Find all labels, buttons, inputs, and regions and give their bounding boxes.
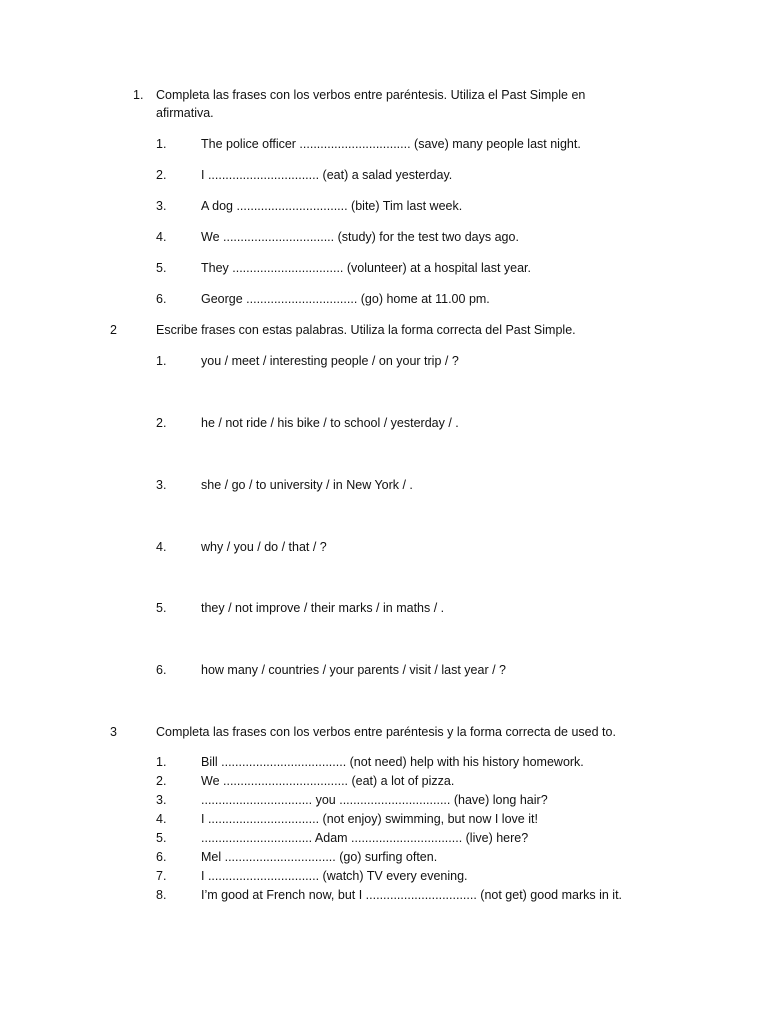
item-text: I ................................ (watch) TV every evening. [201,869,468,883]
item-number: 4. [156,540,167,554]
section-3-instruction: Completa las frases con los verbos entre paréntesis y la forma correcta de used to. [156,725,616,739]
item-text: Bill .................................... (not need) help with his history homework. [201,755,584,769]
item-number: 2. [156,774,167,788]
item-number: 5. [156,601,167,615]
item-text: she / go / to university / in New York / . [201,478,413,492]
item-number: 5. [156,831,167,845]
item-number: 7. [156,869,167,883]
item-number: 4. [156,812,167,826]
item-text: how many / countries / your parents / visit / last year / ? [201,663,506,677]
section-1-instruction-cont: afirmativa. [156,106,214,120]
item-number: 1. [156,755,167,769]
item-text: ................................ Adam ................................ (live) here? [201,831,529,845]
item-number: 6. [156,663,167,677]
section-2-instruction: Escribe frases con estas palabras. Utiliza la forma correcta del Past Simple. [156,323,576,337]
section-3-number: 3 [110,725,117,739]
item-number: 3. [156,199,167,213]
item-number: 5. [156,261,167,275]
item-text: he / not ride / his bike / to school / yesterday / . [201,416,459,430]
item-number: 1. [156,137,167,151]
item-text: They ................................ (volunteer) at a hospital last year. [201,261,531,275]
item-text: they / not improve / their marks / in maths / . [201,601,445,615]
item-number: 6. [156,850,167,864]
item-text: why / you / do / that / ? [201,540,327,554]
item-text: We .................................... (eat) a lot of pizza. [201,774,455,788]
item-number: 3. [156,793,167,807]
item-text: you / meet / interesting people / on your trip / ? [201,354,459,368]
item-number: 2. [156,168,167,182]
item-text: The police officer ................................ (save) many people last night. [201,137,581,151]
section-1-number: 1. [133,88,144,102]
item-text: Mel ................................ (go) surfing often. [201,850,438,864]
section-2-number: 2 [110,323,117,337]
item-number: 8. [156,888,167,902]
item-text: I ................................ (not enjoy) swimming, but now I love it! [201,812,538,826]
item-text: I ................................ (eat) a salad yesterday. [201,168,453,182]
item-text: I’m good at French now, but I ................................ (not get) good marks in it. [201,888,623,902]
item-number: 3. [156,478,167,492]
item-text: A dog ................................ (bite) Tim last week. [201,199,463,213]
item-number: 4. [156,230,167,244]
item-text: ................................ you ................................ (have) long hair? [201,793,548,807]
section-1-instruction: Completa las frases con los verbos entre paréntesis. Utiliza el Past Simple en [156,88,586,102]
item-text: We ................................ (study) for the test two days ago. [201,230,519,244]
item-text: George ................................ (go) home at 11.00 pm. [201,292,490,306]
item-number: 6. [156,292,167,306]
item-number: 2. [156,416,167,430]
item-number: 1. [156,354,167,368]
